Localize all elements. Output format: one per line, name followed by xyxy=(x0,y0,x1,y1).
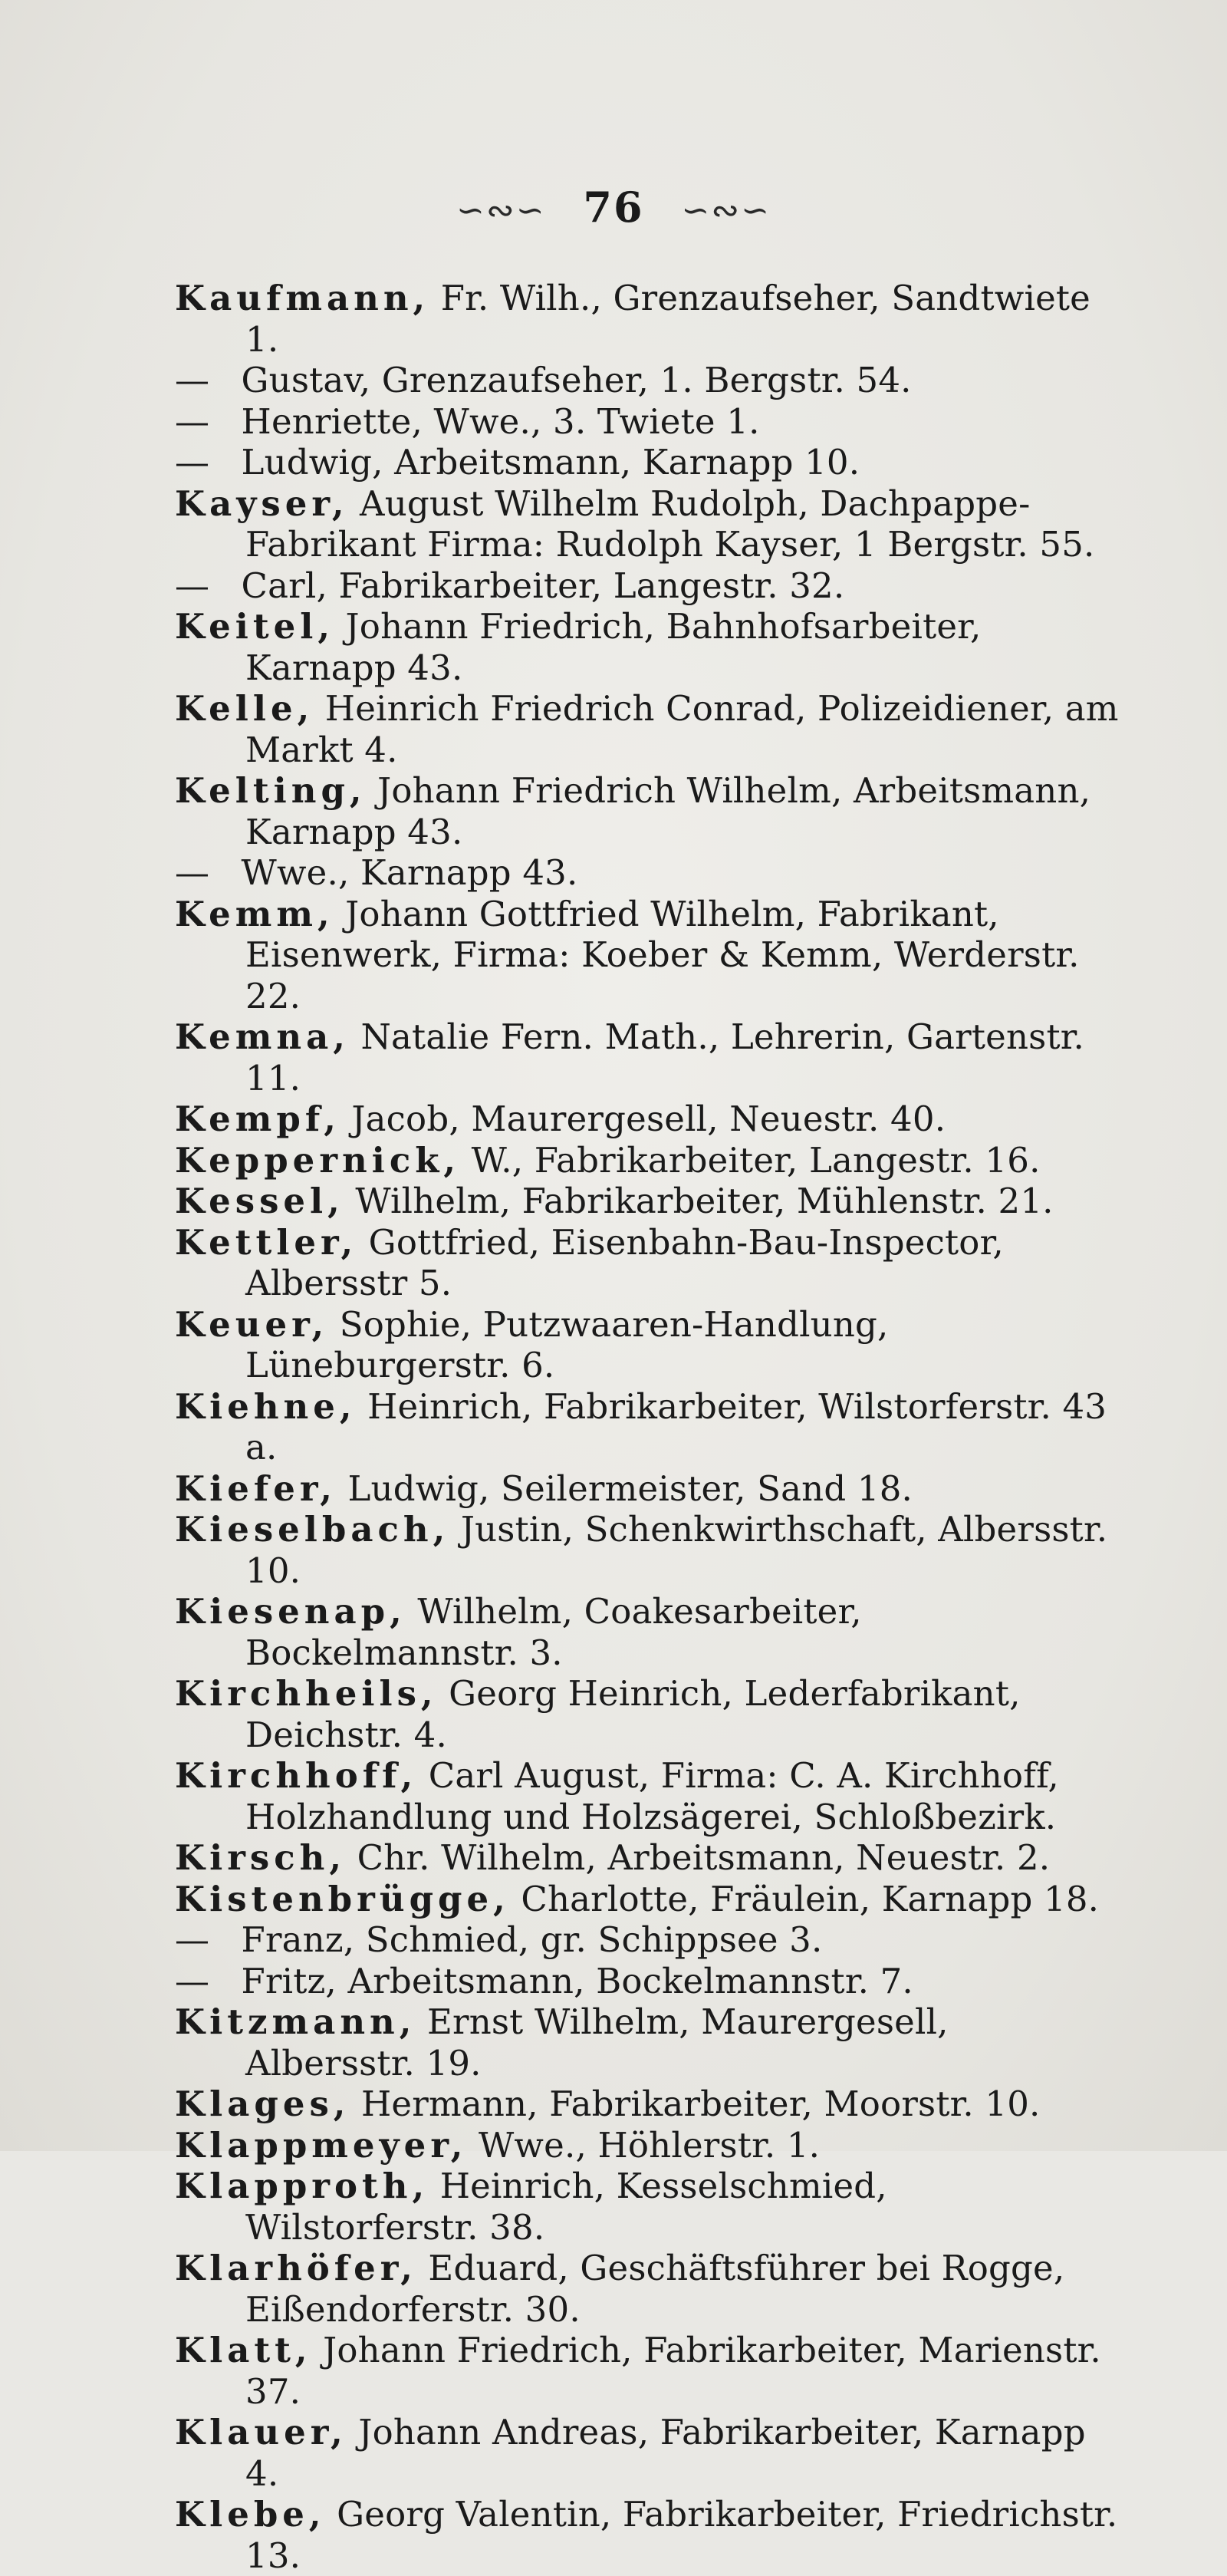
entry-details: Wilhelm, Fabrikarbeiter, Mühlenstr. 21. xyxy=(355,1181,1054,1221)
directory-entry xyxy=(175,1181,1126,1222)
ditto-dash: — xyxy=(175,360,210,400)
directory-entry xyxy=(175,1468,1126,1510)
directory-entry xyxy=(175,2330,1126,2412)
entry-details: Johann Friedrich Wilhelm, Arbeitsmann, Karnapp 43. xyxy=(245,770,1091,852)
ditto-dash: — xyxy=(175,1919,210,1960)
directory-entry xyxy=(175,1099,1126,1140)
directory-entry xyxy=(175,606,1126,688)
directory-entry xyxy=(175,1673,1126,1755)
entry-surname: Klages, xyxy=(175,2084,350,2124)
directory-entry xyxy=(175,1140,1126,1181)
entry-details: Ludwig, Arbeitsmann, Karnapp 10. xyxy=(241,442,860,483)
ditto-dash: — xyxy=(175,1960,210,2001)
entry-surname: Kessel, xyxy=(175,1181,344,1221)
directory-entry xyxy=(175,2001,1126,2084)
directory-entry xyxy=(175,2494,1126,2576)
entry-details: Johann Gottfried Wilhelm, Fabrikant, Eisenwerk, Firma: Koeber & Kemm, Werderstr. 22. xyxy=(245,893,1080,1016)
entry-details: Sophie, Putzwaaren-Handlung, Lüneburgerstr. 6. xyxy=(245,1303,889,1385)
entry-details: Franz, Schmied, gr. Schippsee 3. xyxy=(241,1919,823,1960)
entry-surname: Kitzmann, xyxy=(175,2001,416,2042)
entry-details: Wwe., Höhlerstr. 1. xyxy=(478,2124,821,2166)
entry-details: Ludwig, Seilermeister, Sand 18. xyxy=(347,1468,913,1509)
ditto-dash: — xyxy=(175,400,210,442)
directory-entry xyxy=(175,442,1126,483)
entry-details: Fritz, Arbeitsmann, Bockelmannstr. 7. xyxy=(241,1960,913,2001)
entry-details: Ernst Wilhelm, Maurergesell, Albersstr. 19. xyxy=(245,2001,949,2084)
directory-entry xyxy=(175,1222,1126,1304)
directory-entry xyxy=(175,2084,1126,2125)
entry-surname: Kirsch, xyxy=(175,1837,347,1878)
entry-details: Heinrich, Kesselschmied, Wilstorferstr. 38. xyxy=(245,2166,887,2248)
directory-entries xyxy=(175,278,1126,2576)
entry-details: Eduard, Geschäftsführer bei Rogge, Eißendorferstr. 30. xyxy=(245,2248,1065,2330)
directory-entry xyxy=(175,2412,1126,2494)
entry-surname: Keppernick, xyxy=(175,1139,461,1181)
directory-entry xyxy=(175,1837,1126,1879)
entry-details: Carl August, Firma: C. A. Kirchhoff, Holzhandlung und Holzsägerei, Schloßbezirk. xyxy=(245,1755,1059,1837)
entry-details: Charlotte, Fräulein, Karnapp 18. xyxy=(521,1878,1100,1919)
entry-surname: Keitel, xyxy=(175,606,335,647)
directory-entry xyxy=(175,1961,1126,2002)
entry-surname: Klauer, xyxy=(175,2412,347,2452)
entry-details: Georg Valentin, Fabrikarbeiter, Friedrichstr. 13. xyxy=(245,2494,1118,2576)
ditto-dash: — xyxy=(175,852,210,893)
entry-details: Jacob, Maurergesell, Neuestr. 40. xyxy=(351,1099,946,1139)
directory-entry xyxy=(175,1016,1126,1099)
entry-details: Gottfried, Eisenbahn-Bau-Inspector, Albersstr 5. xyxy=(245,1221,1004,1303)
directory-entry xyxy=(175,1304,1126,1386)
entry-details: Gustav, Grenzaufseher, 1. Bergstr. 54. xyxy=(241,360,912,400)
ornament-left: ∽∾∽ xyxy=(456,191,546,231)
directory-entry xyxy=(175,1879,1126,1920)
entry-details: Chr. Wilhelm, Arbeitsmann, Neuestr. 2. xyxy=(357,1837,1051,1878)
directory-entry xyxy=(175,360,1126,401)
page-header xyxy=(0,183,1227,232)
entry-surname: Kiefer, xyxy=(175,1468,337,1509)
directory-entry xyxy=(175,2125,1126,2166)
entry-surname: Kistenbrügge, xyxy=(175,1878,510,1919)
ditto-dash: — xyxy=(175,442,210,483)
entry-surname: Kirchheils, xyxy=(175,1673,438,1714)
entry-details: Hermann, Fabrikarbeiter, Moorstr. 10. xyxy=(360,2084,1041,2124)
directory-entry xyxy=(175,1919,1126,1961)
entry-surname: Kemna, xyxy=(175,1016,350,1057)
entry-surname: Kiehne, xyxy=(175,1385,357,1427)
ditto-dash: — xyxy=(175,565,210,606)
directory-entry xyxy=(175,1755,1126,1837)
entry-surname: Keuer, xyxy=(175,1303,329,1345)
entry-surname: Kelting, xyxy=(175,770,367,811)
entry-details: Wilhelm, Coakesarbeiter, Bockelmannstr. 3. xyxy=(245,1591,862,1673)
entry-details: Wwe., Karnapp 43. xyxy=(241,852,578,893)
entry-details: August Wilhelm Rudolph, Dachpappe-Fabrikant Firma: Rudolph Kayser, 1 Bergstr. 55. xyxy=(245,483,1095,565)
entry-details: Justin, Schenkwirthschaft, Albersstr. 10. xyxy=(245,1509,1108,1591)
entry-surname: Kettler, xyxy=(175,1221,358,1263)
directory-entry xyxy=(175,852,1126,894)
entry-surname: Kelle, xyxy=(175,688,314,729)
directory-entry xyxy=(175,401,1126,443)
ornament-right: ∽∾∽ xyxy=(681,191,771,231)
entry-details: Johann Friedrich, Fabrikarbeiter, Marienstr. 37. xyxy=(245,2330,1101,2412)
entry-surname: Klatt, xyxy=(175,2330,312,2370)
entry-surname: Kayser, xyxy=(175,483,349,524)
entry-details: Carl, Fabrikarbeiter, Langestr. 32. xyxy=(241,565,845,606)
directory-entry xyxy=(175,2166,1126,2248)
entry-details: Heinrich, Fabrikarbeiter, Wilstorferstr. 43 a. xyxy=(245,1385,1107,1468)
entry-details: Johann Andreas, Fabrikarbeiter, Karnapp 4. xyxy=(245,2412,1086,2494)
directory-entry xyxy=(175,770,1126,852)
entry-details: Heinrich Friedrich Conrad, Polizeidiener, am Markt 4. xyxy=(245,688,1119,770)
entry-details: W., Fabrikarbeiter, Langestr. 16. xyxy=(471,1139,1041,1181)
entry-details: Georg Heinrich, Lederfabrikant, Deichstr. 4. xyxy=(245,1673,1021,1755)
directory-entry xyxy=(175,1386,1126,1468)
entry-surname: Kiesenap, xyxy=(175,1591,406,1632)
entry-details: Johann Friedrich, Bahnhofsarbeiter, Karnapp 43. xyxy=(245,606,982,688)
entry-surname: Kieselbach, xyxy=(175,1509,450,1550)
directory-entry xyxy=(175,1509,1126,1591)
directory-entry xyxy=(175,565,1126,607)
directory-entry xyxy=(175,2248,1126,2330)
directory-entry xyxy=(175,483,1126,565)
directory-entry xyxy=(175,894,1126,1017)
directory-entry xyxy=(175,1591,1126,1673)
entry-surname: Klarhöfer, xyxy=(175,2248,417,2288)
directory-entry xyxy=(175,688,1126,770)
entry-details: Natalie Fern. Math., Lehrerin, Gartenstr. 11. xyxy=(245,1016,1085,1099)
entry-surname: Klappmeyer, xyxy=(175,2124,468,2166)
entry-surname: Kirchhoff, xyxy=(175,1755,418,1796)
entry-surname: Kaufmann, xyxy=(175,278,430,318)
entry-details: Fr. Wilh., Grenzaufseher, Sandtwiete 1. xyxy=(245,278,1091,360)
entry-surname: Klapproth, xyxy=(175,2166,429,2206)
page-number: 76 xyxy=(583,183,644,232)
entry-details: Henriette, Wwe., 3. Twiete 1. xyxy=(241,400,760,442)
entry-surname: Kemm, xyxy=(175,893,334,934)
entry-surname: Klebe, xyxy=(175,2494,326,2535)
entry-surname: Kempf, xyxy=(175,1099,340,1139)
directory-entry xyxy=(175,278,1126,360)
